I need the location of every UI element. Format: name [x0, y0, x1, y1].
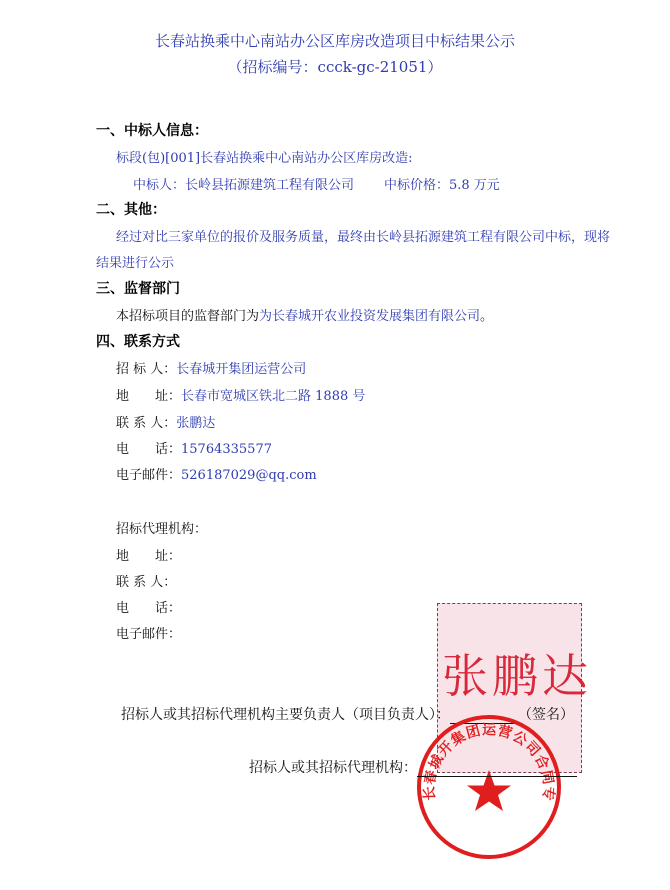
agency-label: 联 系 人： — [116, 575, 177, 590]
other-text-line2: 结果进行公示 — [96, 256, 175, 271]
signature-blank — [417, 760, 577, 777]
signature-stamp-name: 张鹏达 — [442, 649, 592, 703]
contact-value: 长春市宽城区铁北二路 1888 号 — [181, 389, 366, 404]
agency-label: 电子邮件： — [116, 627, 182, 642]
agency-label: 地 址： — [116, 549, 182, 564]
supervision-suffix: 。 — [480, 309, 494, 324]
lot-line: 标段(包)[001]长春站换乘中心南站办公区库房改造: — [116, 151, 413, 166]
contact-row — [116, 358, 306, 377]
supervision-prefix: 本招标项目的监督部门为 — [116, 309, 260, 324]
contact-value: 长春城开集团运营公司 — [176, 362, 307, 377]
contact-row — [116, 464, 317, 483]
contact-value: 15764335577 — [181, 442, 272, 457]
signature-suffix: （签名） — [518, 707, 574, 723]
section-heading-contact: 四、联系方式 — [96, 334, 180, 350]
contact-label: 电 话： — [116, 442, 182, 457]
contact-row — [116, 412, 215, 431]
signature-line-1-label: 招标人或其招标代理机构主要负责人（项目负责人）： — [121, 707, 450, 723]
contact-row — [116, 438, 272, 457]
supervision-text — [116, 305, 493, 324]
official-seal — [414, 712, 564, 866]
seal-graphic — [414, 712, 564, 862]
bid-number: （招标编号：ccck-gc-21051） — [227, 58, 443, 76]
agency-label: 电 话： — [116, 601, 182, 616]
other-text-line1: 经过对比三家单位的报价及服务质量，最终由长岭县拓源建筑工程有限公司中标，现将 — [116, 230, 611, 245]
section-heading-supervision: 三、监督部门 — [96, 281, 180, 297]
section-heading-other: 二、其他： — [96, 202, 166, 218]
signature-line-2-label: 招标人或其招标代理机构： — [249, 760, 417, 776]
section-heading-winner: 一、中标人信息： — [96, 123, 208, 139]
contact-label: 地 址： — [116, 389, 182, 404]
contact-row — [116, 385, 365, 404]
seal-text: 长春城开集团运营公司合同专 — [421, 722, 557, 803]
signature-line-2 — [249, 757, 577, 777]
contact-label: 联 系 人： — [116, 416, 177, 431]
page-title: 长春站换乘中心南站办公区库房改造项目中标结果公示 — [154, 32, 515, 50]
contact-value: 张鹏达 — [176, 416, 216, 431]
supervision-dept: 为长春城开农业投资发展集团有限公司 — [259, 309, 481, 324]
agency-label: 招标代理机构： — [116, 522, 208, 537]
contact-label: 电子邮件： — [116, 468, 182, 483]
contact-value: 526187029@qq.com — [181, 468, 317, 483]
winner-name: 中标人：长岭县拓源建筑工程有限公司 — [133, 178, 355, 193]
winner-price: 中标价格：5.8 万元 — [384, 178, 500, 193]
contact-label: 招 标 人： — [116, 362, 177, 377]
